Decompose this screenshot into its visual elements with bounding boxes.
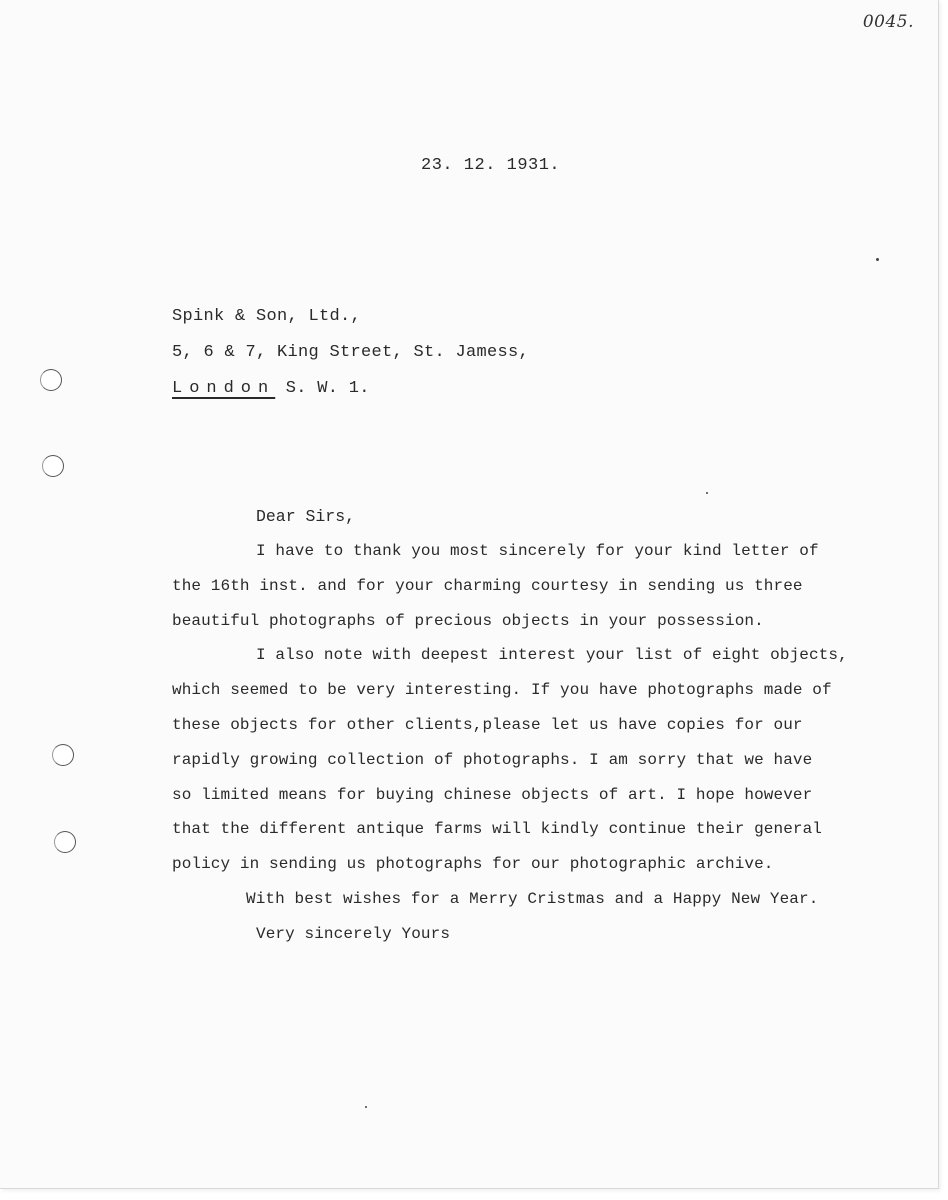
body-line: beautiful photographs of precious objects in your possession.	[172, 611, 764, 630]
body-line: so limited means for buying chinese objects of art. I hope however	[172, 785, 813, 804]
paper-speck	[876, 258, 879, 261]
recipient-address	[172, 299, 529, 407]
recipient-name: Spink & Son, Ltd.,	[172, 307, 362, 326]
body-line: the 16th inst. and for your charming courtesy in sending us three	[172, 576, 803, 595]
body-line: that the different antique farms will kindly continue their general	[172, 820, 823, 839]
archive-page-number: 0045.	[862, 12, 914, 32]
body-line: which seemed to be very interesting. If you have photographs made of	[172, 681, 832, 700]
body-line: policy in sending us photographs for our photographic archive.	[172, 855, 774, 874]
punch-hole	[40, 369, 62, 391]
body-line: I have to thank you most sincerely for your kind letter of	[256, 542, 819, 560]
punch-hole	[52, 744, 74, 766]
recipient-street: 5, 6 & 7, King Street, St. Jamess,	[172, 343, 530, 362]
body-line: these objects for other clients,please let us have copies for our	[172, 715, 803, 734]
recipient-district: S. W. 1.	[285, 379, 370, 398]
recipient-city: London	[172, 379, 276, 398]
closing-wish: With best wishes for a Merry Cristmas and a Happy New Year.	[246, 889, 819, 908]
salutation: Dear Sirs,	[256, 507, 356, 526]
paper-speck	[706, 492, 708, 494]
paper-speck	[365, 1106, 367, 1108]
letter-body	[172, 534, 902, 952]
signoff: Very sincerely Yours	[256, 924, 451, 943]
body-line: I also note with deepest interest your list of eight objects,	[256, 646, 848, 665]
punch-hole	[54, 831, 76, 853]
body-line: rapidly growing collection of photographs. I am sorry that we have	[172, 750, 813, 769]
letter-date: 23. 12. 1931.	[421, 156, 561, 175]
punch-hole	[42, 455, 64, 477]
recipient-city-line	[172, 371, 529, 407]
